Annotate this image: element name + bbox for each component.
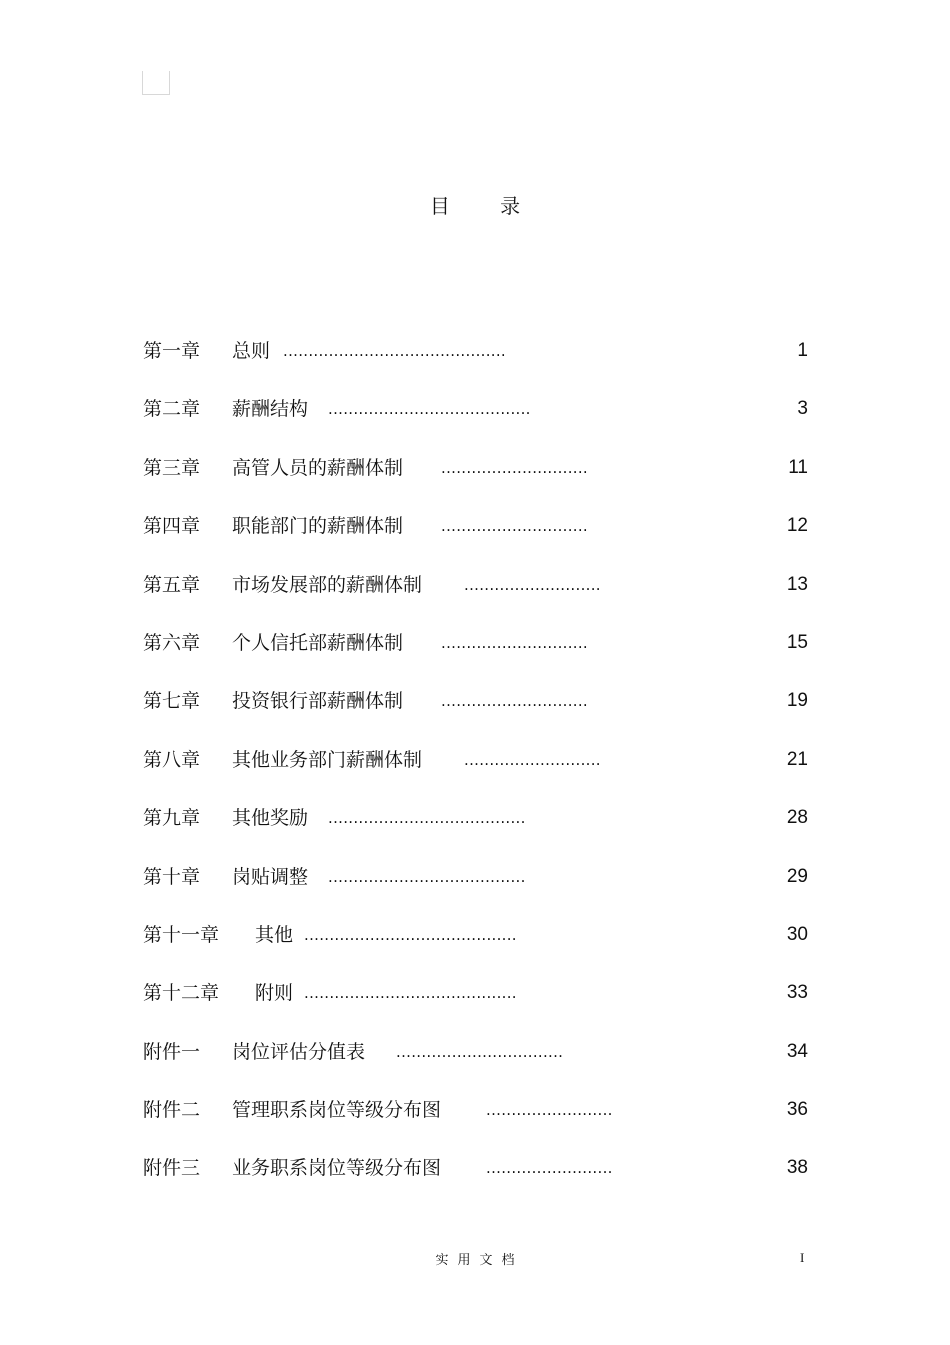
toc-page-number: 13 [786, 573, 808, 595]
toc-row[interactable] [143, 336, 808, 394]
toc-entry-name: 岗贴调整 [232, 865, 309, 888]
toc-entry-name: 高管人员的薪酬体制 [232, 456, 404, 479]
toc-page-number: 30 [786, 923, 808, 945]
toc-entry-name: 投资银行部薪酬体制 [232, 690, 404, 713]
toc-leader-dots: ....................................... [328, 867, 526, 886]
toc-page-number: 19 [786, 690, 808, 712]
toc-leader-dots: ............................. [441, 517, 588, 536]
toc-leader-dots: ......................... [486, 1101, 613, 1120]
toc-chapter: 第十二章 [143, 982, 220, 1005]
toc-leader-dots: ........................... [464, 750, 601, 769]
toc-chapter: 第四章 [143, 515, 201, 538]
toc-leader-dots: ......................... [486, 1159, 613, 1178]
toc-chapter: 第六章 [143, 631, 201, 654]
toc-chapter: 第十一章 [143, 923, 220, 946]
toc-page-number: 3 [797, 398, 808, 420]
toc-entry-name: 附则 [255, 982, 294, 1005]
toc-leader-dots: ............................. [441, 633, 588, 652]
toc-entry-name: 其他 [255, 923, 294, 946]
toc-row[interactable] [143, 686, 808, 744]
toc-list [143, 336, 808, 1212]
toc-leader-dots: .......................................... [304, 925, 517, 944]
toc-entry-name: 其他奖励 [232, 807, 309, 830]
toc-leader-dots: ............................. [441, 692, 588, 711]
toc-chapter: 附件一 [143, 1040, 201, 1063]
toc-leader-dots: ............................................ [283, 342, 506, 360]
toc-leader-dots: ............................. [441, 458, 588, 477]
toc-page-number: 1 [797, 340, 808, 361]
toc-entry-name: 岗位评估分值表 [232, 1040, 366, 1063]
toc-page-number: 36 [786, 1099, 808, 1121]
toc-row[interactable] [143, 745, 808, 803]
toc-entry-name: 其他业务部门薪酬体制 [232, 748, 423, 771]
toc-entry-name: 业务职系岗位等级分布图 [232, 1157, 442, 1180]
toc-leader-dots: ....................................... [328, 809, 526, 828]
toc-entry-name: 市场发展部的薪酬体制 [232, 573, 423, 596]
toc-leader-dots: ................................. [396, 1042, 564, 1061]
footer-page-number: I [800, 1250, 805, 1265]
toc-entry-name: 总则 [232, 340, 271, 362]
toc-page-number: 34 [786, 1040, 808, 1062]
toc-chapter: 附件三 [143, 1157, 201, 1180]
toc-title: 目 录 [429, 194, 543, 218]
toc-row[interactable] [143, 394, 808, 452]
toc-chapter: 第十章 [143, 865, 201, 888]
toc-entry-name: 薪酬结构 [232, 398, 309, 421]
toc-chapter: 第八章 [143, 748, 201, 771]
toc-entry-name: 管理职系岗位等级分布图 [232, 1099, 442, 1122]
toc-chapter: 第七章 [143, 690, 201, 713]
page-corner-mark [142, 71, 170, 95]
toc-row[interactable] [143, 1037, 808, 1095]
toc-page-number: 28 [786, 807, 808, 829]
toc-row[interactable] [143, 862, 808, 920]
toc-leader-dots: .......................................... [304, 984, 517, 1003]
toc-row[interactable] [143, 628, 808, 686]
toc-entry-name: 个人信托部薪酬体制 [232, 631, 404, 654]
toc-row[interactable] [143, 978, 808, 1036]
toc-row[interactable] [143, 570, 808, 628]
toc-chapter: 附件二 [143, 1099, 201, 1122]
toc-chapter: 第三章 [143, 456, 201, 479]
toc-chapter: 第二章 [143, 398, 201, 421]
toc-chapter: 第九章 [143, 807, 201, 830]
toc-page-number: 12 [786, 515, 808, 537]
toc-row[interactable] [143, 1095, 808, 1153]
toc-row[interactable] [143, 920, 808, 978]
toc-row[interactable] [143, 511, 808, 569]
toc-page-number: 33 [786, 982, 808, 1004]
toc-page-number: 15 [786, 631, 808, 653]
toc-page-number: 29 [786, 865, 808, 887]
toc-page-number: 38 [786, 1157, 808, 1179]
toc-page-number: 21 [786, 748, 808, 770]
toc-row[interactable] [143, 803, 808, 861]
toc-chapter: 第一章 [143, 340, 201, 362]
toc-leader-dots: ........................................ [328, 400, 531, 419]
toc-entry-name: 职能部门的薪酬体制 [232, 515, 404, 538]
toc-row[interactable] [143, 1153, 808, 1211]
toc-row[interactable] [143, 453, 808, 511]
toc-page-number: 11 [788, 456, 808, 478]
toc-leader-dots: ........................... [464, 575, 601, 594]
toc-chapter: 第五章 [143, 573, 201, 596]
footer-label: 实用文档 [435, 1253, 524, 1268]
